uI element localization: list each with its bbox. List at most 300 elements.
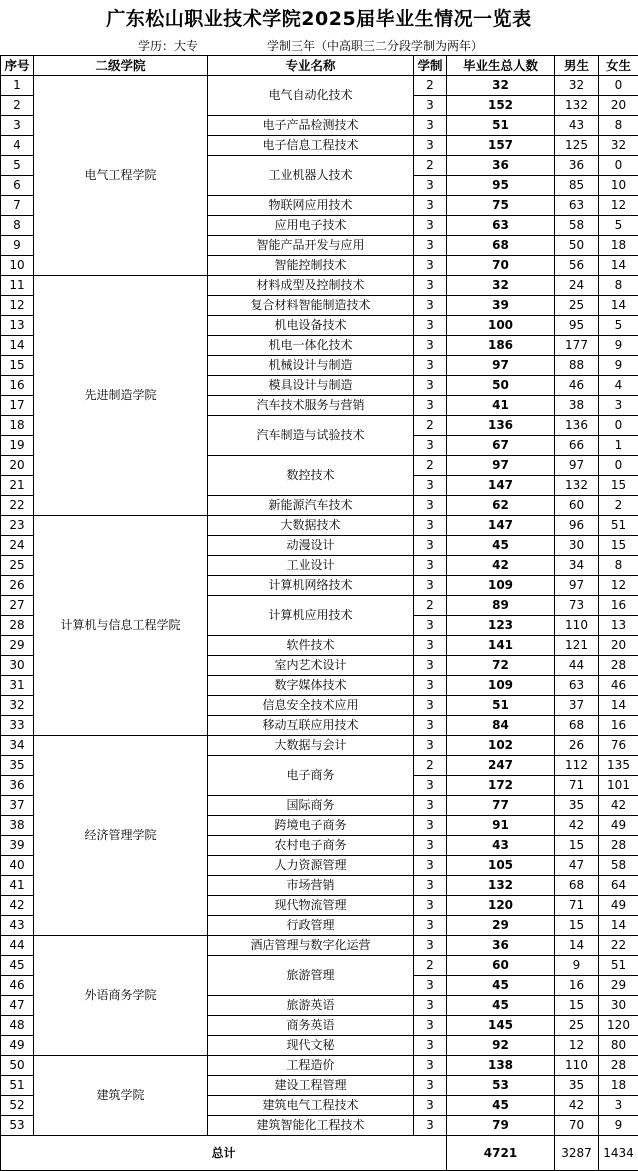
male-cell: 66 xyxy=(555,436,599,456)
female-cell: 14 xyxy=(599,296,638,316)
major-name: 室内艺术设计 xyxy=(208,656,414,676)
row-number: 19 xyxy=(1,436,34,456)
row-number: 35 xyxy=(1,756,34,776)
years-cell: 3 xyxy=(414,796,447,816)
female-cell: 101 xyxy=(599,776,638,796)
total-cell: 152 xyxy=(447,96,555,116)
male-cell: 71 xyxy=(555,896,599,916)
total-cell: 109 xyxy=(447,676,555,696)
row-number: 52 xyxy=(1,1096,34,1116)
years-cell: 3 xyxy=(414,436,447,456)
total-cell: 29 xyxy=(447,916,555,936)
major-name: 动漫设计 xyxy=(208,536,414,556)
male-cell: 38 xyxy=(555,396,599,416)
row-number: 11 xyxy=(1,276,34,296)
major-name: 机电设备技术 xyxy=(208,316,414,336)
row-number: 39 xyxy=(1,836,34,856)
male-cell: 121 xyxy=(555,636,599,656)
table-row xyxy=(1,736,638,756)
years-cell: 3 xyxy=(414,1036,447,1056)
female-cell: 32 xyxy=(599,136,638,156)
total-cell: 138 xyxy=(447,1056,555,1076)
male-cell: 71 xyxy=(555,776,599,796)
table-header-row xyxy=(1,56,638,76)
row-number: 50 xyxy=(1,1056,34,1076)
female-cell: 18 xyxy=(599,1076,638,1096)
female-cell: 20 xyxy=(599,636,638,656)
row-number: 16 xyxy=(1,376,34,396)
major-name: 复合材料智能制造技术 xyxy=(208,296,414,316)
major-name: 汽车技术服务与营销 xyxy=(208,396,414,416)
female-cell: 3 xyxy=(599,396,638,416)
header-years: 学制 xyxy=(414,56,447,76)
female-cell: 16 xyxy=(599,716,638,736)
major-name: 数控技术 xyxy=(208,456,414,496)
major-name: 智能控制技术 xyxy=(208,256,414,276)
years-cell: 3 xyxy=(414,776,447,796)
total-female: 1434 xyxy=(599,1136,638,1171)
years-cell: 2 xyxy=(414,956,447,976)
row-number: 20 xyxy=(1,456,34,476)
male-cell: 88 xyxy=(555,356,599,376)
years-cell: 3 xyxy=(414,676,447,696)
years-cell: 2 xyxy=(414,76,447,96)
major-name: 工业机器人技术 xyxy=(208,156,414,196)
total-cell: 100 xyxy=(447,316,555,336)
male-cell: 47 xyxy=(555,856,599,876)
male-cell: 60 xyxy=(555,496,599,516)
total-cell: 43 xyxy=(447,836,555,856)
years-cell: 3 xyxy=(414,1056,447,1076)
total-cell: 95 xyxy=(447,176,555,196)
row-number: 45 xyxy=(1,956,34,976)
total-cell: 62 xyxy=(447,496,555,516)
major-name: 跨境电子商务 xyxy=(208,816,414,836)
total-cell: 39 xyxy=(447,296,555,316)
schooling-note: 学制三年（中高职三二分段学制为两年） xyxy=(267,39,484,53)
total-cell: 141 xyxy=(447,636,555,656)
years-cell: 3 xyxy=(414,576,447,596)
major-name: 农村电子商务 xyxy=(208,836,414,856)
total-cell: 105 xyxy=(447,856,555,876)
male-cell: 110 xyxy=(555,616,599,636)
college-name: 经济管理学院 xyxy=(34,736,208,936)
male-cell: 43 xyxy=(555,116,599,136)
male-cell: 37 xyxy=(555,696,599,716)
male-cell: 42 xyxy=(555,1096,599,1116)
male-cell: 95 xyxy=(555,316,599,336)
female-cell: 29 xyxy=(599,976,638,996)
years-cell: 2 xyxy=(414,156,447,176)
female-cell: 14 xyxy=(599,916,638,936)
row-number: 27 xyxy=(1,596,34,616)
years-cell: 3 xyxy=(414,276,447,296)
header-no: 序号 xyxy=(1,56,34,76)
male-cell: 125 xyxy=(555,136,599,156)
years-cell: 3 xyxy=(414,196,447,216)
male-cell: 35 xyxy=(555,796,599,816)
years-cell: 3 xyxy=(414,356,447,376)
female-cell: 9 xyxy=(599,336,638,356)
male-cell: 9 xyxy=(555,956,599,976)
male-cell: 136 xyxy=(555,416,599,436)
row-number: 2 xyxy=(1,96,34,116)
total-cell: 145 xyxy=(447,1016,555,1036)
years-cell: 2 xyxy=(414,416,447,436)
male-cell: 56 xyxy=(555,256,599,276)
row-number: 49 xyxy=(1,1036,34,1056)
male-cell: 26 xyxy=(555,736,599,756)
row-number: 13 xyxy=(1,316,34,336)
major-name: 智能产品开发与应用 xyxy=(208,236,414,256)
total-cell: 53 xyxy=(447,1076,555,1096)
female-cell: 0 xyxy=(599,456,638,476)
header-major: 专业名称 xyxy=(208,56,414,76)
female-cell: 120 xyxy=(599,1016,638,1036)
total-cell: 45 xyxy=(447,536,555,556)
total-cell: 157 xyxy=(447,136,555,156)
row-number: 3 xyxy=(1,116,34,136)
total-cell: 109 xyxy=(447,576,555,596)
major-name: 数字媒体技术 xyxy=(208,676,414,696)
total-cell: 91 xyxy=(447,816,555,836)
major-name: 旅游英语 xyxy=(208,996,414,1016)
total-cell: 247 xyxy=(447,756,555,776)
total-cell: 45 xyxy=(447,996,555,1016)
row-number: 12 xyxy=(1,296,34,316)
major-name: 电子商务 xyxy=(208,756,414,796)
header-college: 二级学院 xyxy=(34,56,208,76)
male-cell: 15 xyxy=(555,836,599,856)
female-cell: 46 xyxy=(599,676,638,696)
years-cell: 3 xyxy=(414,1016,447,1036)
row-number: 4 xyxy=(1,136,34,156)
female-cell: 14 xyxy=(599,256,638,276)
years-cell: 3 xyxy=(414,396,447,416)
female-cell: 0 xyxy=(599,76,638,96)
years-cell: 3 xyxy=(414,736,447,756)
row-number: 22 xyxy=(1,496,34,516)
total-cell: 89 xyxy=(447,596,555,616)
male-cell: 50 xyxy=(555,236,599,256)
major-name: 新能源汽车技术 xyxy=(208,496,414,516)
row-number: 29 xyxy=(1,636,34,656)
years-cell: 3 xyxy=(414,876,447,896)
male-cell: 112 xyxy=(555,756,599,776)
female-cell: 76 xyxy=(599,736,638,756)
row-number: 15 xyxy=(1,356,34,376)
male-cell: 44 xyxy=(555,656,599,676)
table-row xyxy=(1,1056,638,1076)
major-name: 软件技术 xyxy=(208,636,414,656)
years-cell: 3 xyxy=(414,716,447,736)
subtitle xyxy=(0,38,638,55)
female-cell: 22 xyxy=(599,936,638,956)
total-row xyxy=(1,1136,638,1171)
total-cell: 67 xyxy=(447,436,555,456)
years-cell: 3 xyxy=(414,136,447,156)
years-cell: 3 xyxy=(414,96,447,116)
major-name: 市场营销 xyxy=(208,876,414,896)
total-cell: 36 xyxy=(447,936,555,956)
female-cell: 49 xyxy=(599,816,638,836)
female-cell: 80 xyxy=(599,1036,638,1056)
major-name: 建设工程管理 xyxy=(208,1076,414,1096)
row-number: 32 xyxy=(1,696,34,716)
male-cell: 70 xyxy=(555,1116,599,1136)
female-cell: 42 xyxy=(599,796,638,816)
male-cell: 25 xyxy=(555,1016,599,1036)
male-cell: 68 xyxy=(555,716,599,736)
male-cell: 24 xyxy=(555,276,599,296)
female-cell: 135 xyxy=(599,756,638,776)
years-cell: 3 xyxy=(414,936,447,956)
row-number: 18 xyxy=(1,416,34,436)
female-cell: 0 xyxy=(599,156,638,176)
male-cell: 14 xyxy=(555,936,599,956)
years-cell: 2 xyxy=(414,456,447,476)
total-cell: 102 xyxy=(447,736,555,756)
male-cell: 97 xyxy=(555,456,599,476)
row-number: 41 xyxy=(1,876,34,896)
total-cell: 42 xyxy=(447,556,555,576)
female-cell: 18 xyxy=(599,236,638,256)
total-cell: 79 xyxy=(447,1116,555,1136)
total-cell: 72 xyxy=(447,656,555,676)
table-row xyxy=(1,936,638,956)
header-male: 男生 xyxy=(555,56,599,76)
female-cell: 15 xyxy=(599,476,638,496)
row-number: 36 xyxy=(1,776,34,796)
female-cell: 15 xyxy=(599,536,638,556)
header-female: 女生 xyxy=(599,56,638,76)
years-cell: 3 xyxy=(414,996,447,1016)
female-cell: 3 xyxy=(599,1096,638,1116)
major-name: 汽车制造与试验技术 xyxy=(208,416,414,456)
male-cell: 12 xyxy=(555,1036,599,1056)
major-name: 电气自动化技术 xyxy=(208,76,414,116)
female-cell: 8 xyxy=(599,556,638,576)
row-number: 5 xyxy=(1,156,34,176)
total-cell: 147 xyxy=(447,516,555,536)
row-number: 38 xyxy=(1,816,34,836)
total-cell: 147 xyxy=(447,476,555,496)
male-cell: 32 xyxy=(555,76,599,96)
female-cell: 51 xyxy=(599,516,638,536)
row-number: 43 xyxy=(1,916,34,936)
female-cell: 5 xyxy=(599,216,638,236)
female-cell: 20 xyxy=(599,96,638,116)
years-cell: 3 xyxy=(414,976,447,996)
years-cell: 3 xyxy=(414,476,447,496)
male-cell: 15 xyxy=(555,996,599,1016)
total-cell: 63 xyxy=(447,216,555,236)
total-count: 4721 xyxy=(447,1136,555,1171)
total-cell: 120 xyxy=(447,896,555,916)
male-cell: 63 xyxy=(555,676,599,696)
row-number: 10 xyxy=(1,256,34,276)
row-number: 30 xyxy=(1,656,34,676)
major-name: 信息安全技术应用 xyxy=(208,696,414,716)
row-number: 48 xyxy=(1,1016,34,1036)
years-cell: 3 xyxy=(414,1096,447,1116)
total-cell: 50 xyxy=(447,376,555,396)
total-cell: 32 xyxy=(447,76,555,96)
total-cell: 68 xyxy=(447,236,555,256)
female-cell: 12 xyxy=(599,196,638,216)
female-cell: 8 xyxy=(599,276,638,296)
total-cell: 36 xyxy=(447,156,555,176)
major-name: 工程造价 xyxy=(208,1056,414,1076)
total-cell: 75 xyxy=(447,196,555,216)
major-name: 行政管理 xyxy=(208,916,414,936)
years-cell: 3 xyxy=(414,856,447,876)
female-cell: 30 xyxy=(599,996,638,1016)
years-cell: 3 xyxy=(414,1116,447,1136)
years-cell: 3 xyxy=(414,636,447,656)
years-cell: 3 xyxy=(414,696,447,716)
header-total: 毕业生总人数 xyxy=(447,56,555,76)
years-cell: 3 xyxy=(414,916,447,936)
row-number: 46 xyxy=(1,976,34,996)
major-name: 旅游管理 xyxy=(208,956,414,996)
years-cell: 2 xyxy=(414,596,447,616)
major-name: 移动互联应用技术 xyxy=(208,716,414,736)
male-cell: 177 xyxy=(555,336,599,356)
female-cell: 1 xyxy=(599,436,638,456)
major-name: 现代物流管理 xyxy=(208,896,414,916)
college-name: 计算机与信息工程学院 xyxy=(34,516,208,736)
female-cell: 28 xyxy=(599,836,638,856)
male-cell: 30 xyxy=(555,536,599,556)
female-cell: 4 xyxy=(599,376,638,396)
total-cell: 70 xyxy=(447,256,555,276)
major-name: 大数据技术 xyxy=(208,516,414,536)
education-level: 学历：大专 xyxy=(138,39,199,53)
major-name: 建筑电气工程技术 xyxy=(208,1096,414,1116)
row-number: 26 xyxy=(1,576,34,596)
male-cell: 15 xyxy=(555,916,599,936)
male-cell: 85 xyxy=(555,176,599,196)
total-cell: 41 xyxy=(447,396,555,416)
total-label: 总计 xyxy=(1,1136,447,1171)
table-row xyxy=(1,516,638,536)
female-cell: 28 xyxy=(599,1056,638,1076)
male-cell: 46 xyxy=(555,376,599,396)
major-name: 国际商务 xyxy=(208,796,414,816)
major-name: 电子信息工程技术 xyxy=(208,136,414,156)
major-name: 工业设计 xyxy=(208,556,414,576)
female-cell: 9 xyxy=(599,356,638,376)
row-number: 47 xyxy=(1,996,34,1016)
total-cell: 51 xyxy=(447,116,555,136)
major-name: 物联网应用技术 xyxy=(208,196,414,216)
total-cell: 77 xyxy=(447,796,555,816)
major-name: 建筑智能化工程技术 xyxy=(208,1116,414,1136)
male-cell: 58 xyxy=(555,216,599,236)
years-cell: 3 xyxy=(414,336,447,356)
row-number: 8 xyxy=(1,216,34,236)
major-name: 机械设计与制造 xyxy=(208,356,414,376)
major-name: 模具设计与制造 xyxy=(208,376,414,396)
row-number: 24 xyxy=(1,536,34,556)
major-name: 商务英语 xyxy=(208,1016,414,1036)
major-name: 应用电子技术 xyxy=(208,216,414,236)
total-cell: 132 xyxy=(447,876,555,896)
table-row xyxy=(1,276,638,296)
row-number: 21 xyxy=(1,476,34,496)
total-cell: 84 xyxy=(447,716,555,736)
female-cell: 51 xyxy=(599,956,638,976)
female-cell: 64 xyxy=(599,876,638,896)
female-cell: 14 xyxy=(599,696,638,716)
years-cell: 3 xyxy=(414,556,447,576)
page-title: 广东松山职业技术学院2025届毕业生情况一览表 xyxy=(106,8,532,30)
total-cell: 172 xyxy=(447,776,555,796)
row-number: 31 xyxy=(1,676,34,696)
female-cell: 16 xyxy=(599,596,638,616)
years-cell: 3 xyxy=(414,1076,447,1096)
major-name: 酒店管理与数字化运营 xyxy=(208,936,414,956)
years-cell: 3 xyxy=(414,176,447,196)
female-cell: 0 xyxy=(599,416,638,436)
female-cell: 13 xyxy=(599,616,638,636)
years-cell: 3 xyxy=(414,616,447,636)
row-number: 40 xyxy=(1,856,34,876)
college-name: 建筑学院 xyxy=(34,1056,208,1136)
male-cell: 34 xyxy=(555,556,599,576)
male-cell: 110 xyxy=(555,1056,599,1076)
male-cell: 36 xyxy=(555,156,599,176)
row-number: 44 xyxy=(1,936,34,956)
major-name: 现代文秘 xyxy=(208,1036,414,1056)
female-cell: 10 xyxy=(599,176,638,196)
years-cell: 3 xyxy=(414,236,447,256)
row-number: 37 xyxy=(1,796,34,816)
male-cell: 73 xyxy=(555,596,599,616)
table-body xyxy=(1,76,638,1136)
total-cell: 123 xyxy=(447,616,555,636)
years-cell: 3 xyxy=(414,516,447,536)
major-name: 材料成型及控制技术 xyxy=(208,276,414,296)
female-cell: 5 xyxy=(599,316,638,336)
total-cell: 136 xyxy=(447,416,555,436)
row-number: 33 xyxy=(1,716,34,736)
major-name: 计算机网络技术 xyxy=(208,576,414,596)
row-number: 17 xyxy=(1,396,34,416)
female-cell: 2 xyxy=(599,496,638,516)
female-cell: 49 xyxy=(599,896,638,916)
male-cell: 35 xyxy=(555,1076,599,1096)
total-cell: 51 xyxy=(447,696,555,716)
row-number: 25 xyxy=(1,556,34,576)
row-number: 7 xyxy=(1,196,34,216)
row-number: 51 xyxy=(1,1076,34,1096)
college-name: 外语商务学院 xyxy=(34,936,208,1056)
female-cell: 58 xyxy=(599,856,638,876)
college-name: 先进制造学院 xyxy=(34,276,208,516)
total-cell: 97 xyxy=(447,356,555,376)
female-cell: 9 xyxy=(599,1116,638,1136)
years-cell: 3 xyxy=(414,316,447,336)
row-number: 28 xyxy=(1,616,34,636)
total-cell: 32 xyxy=(447,276,555,296)
row-number: 14 xyxy=(1,336,34,356)
years-cell: 3 xyxy=(414,116,447,136)
table-row xyxy=(1,76,638,96)
major-name: 机电一体化技术 xyxy=(208,336,414,356)
row-number: 6 xyxy=(1,176,34,196)
